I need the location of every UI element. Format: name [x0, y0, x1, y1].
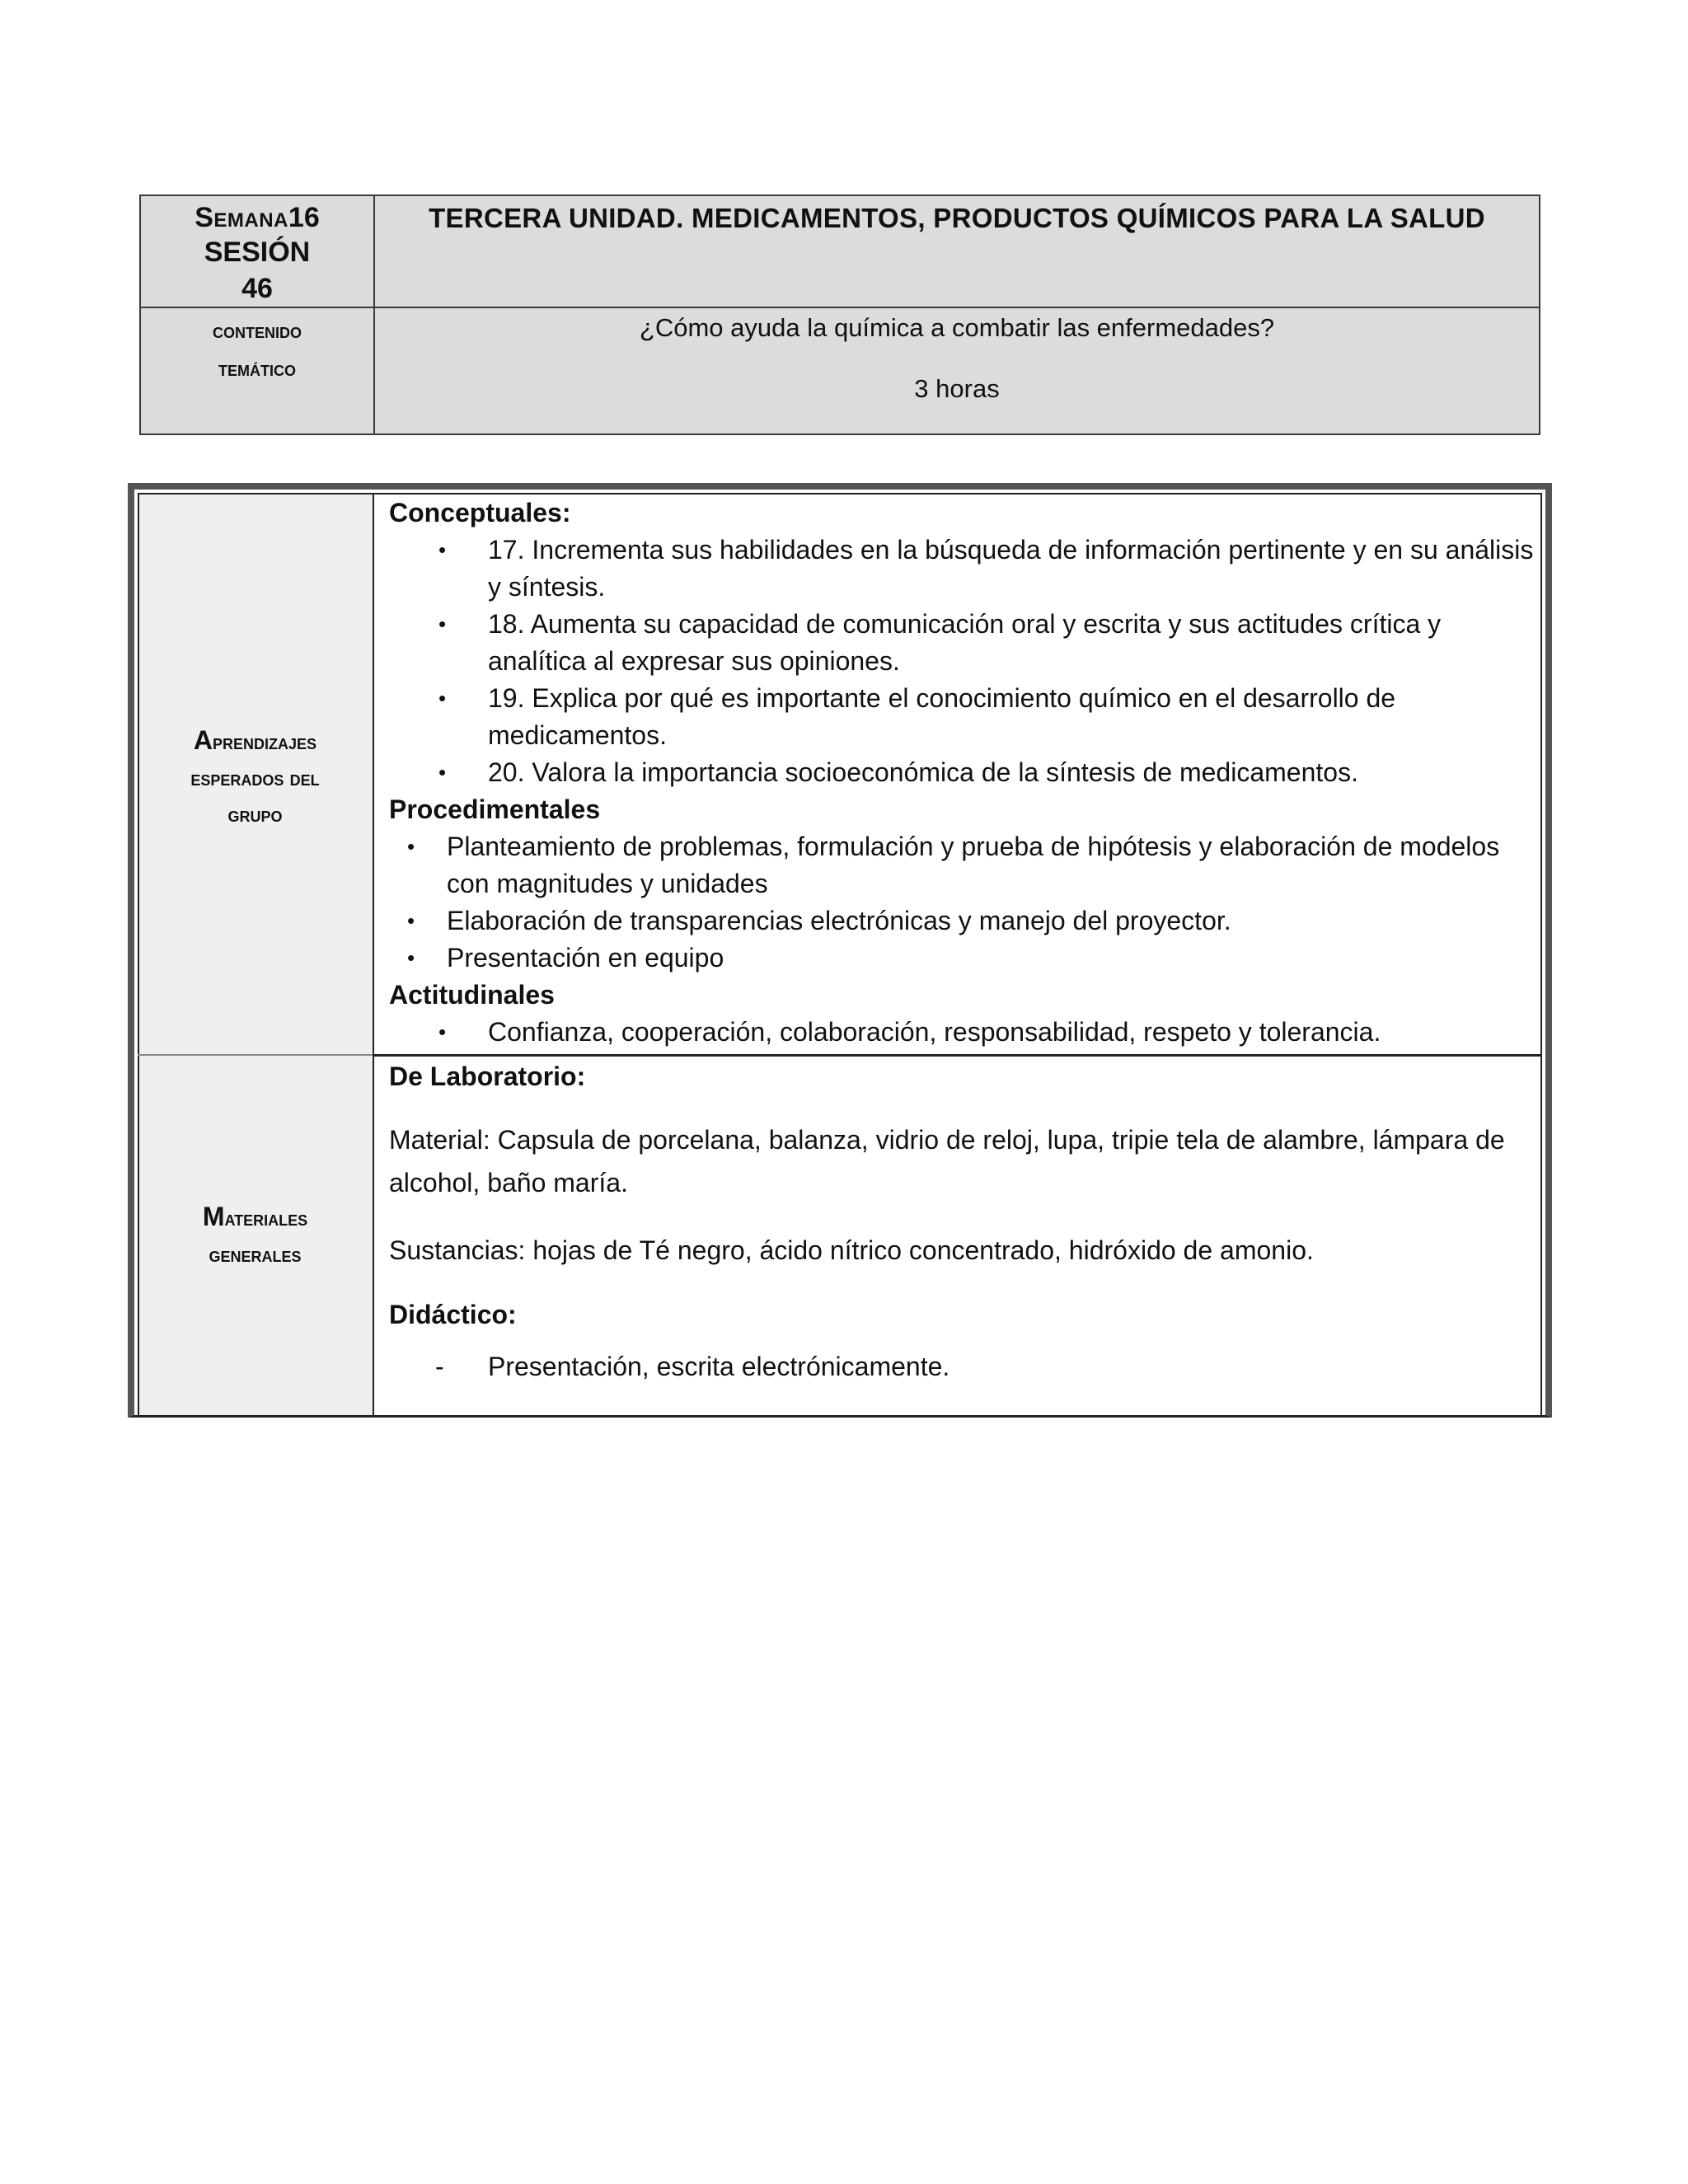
- bullet-icon: •: [407, 945, 415, 970]
- conceptuales-heading: Conceptuales:: [389, 498, 571, 527]
- list-item: [389, 532, 1534, 606]
- duration-hours: 3 horas: [914, 374, 1000, 403]
- actitudinales-heading: Actitudinales: [389, 980, 555, 1010]
- bullet-icon: •: [407, 908, 415, 933]
- header-table: [139, 194, 1540, 435]
- content-label-line1: contenido: [213, 318, 302, 343]
- content-label-line2: temático: [218, 356, 296, 381]
- materiales-content: [389, 1058, 1534, 1385]
- week-label: [141, 201, 373, 234]
- conceptuales-list: [389, 532, 1534, 791]
- bullet-icon: •: [438, 537, 447, 562]
- main-column-divider: [373, 493, 374, 1415]
- session-label: SESIÓN: [204, 237, 311, 268]
- procedimentales-heading: Procedimentales: [389, 794, 601, 824]
- aprendizajes-label-cap: A: [193, 725, 213, 755]
- aprendizajes-label-rest: prendizajes: [213, 729, 317, 754]
- week-number: 16: [288, 202, 320, 233]
- materiales-label-line1: [138, 1198, 373, 1236]
- list-item: [389, 754, 1534, 791]
- dash-icon: -: [435, 1352, 444, 1381]
- bullet-icon: •: [407, 834, 415, 859]
- list-item: [389, 902, 1534, 940]
- main-row-divider: [373, 1054, 1542, 1057]
- list-item: [389, 1014, 1534, 1051]
- list-item-text: Confianza, cooperación, colaboración, responsabilidad, respeto y tolerancia.: [488, 1017, 1381, 1047]
- list-item: [389, 940, 1534, 977]
- guiding-question: ¿Cómo ayuda la química a combatir las enfermedades?: [639, 313, 1275, 342]
- list-item-text: 19. Explica por qué es importante el conocimiento químico en el desarrollo de medicamentos.: [488, 683, 1396, 750]
- bullet-icon: •: [438, 1019, 447, 1044]
- bullet-icon: •: [438, 760, 447, 785]
- materiales-label-line2: generales: [209, 1242, 302, 1267]
- aprendizajes-content: [389, 494, 1534, 1051]
- list-item: [389, 828, 1534, 902]
- materiales-label-cap: M: [202, 1202, 225, 1231]
- materiales-label: [138, 1198, 373, 1272]
- list-item-text: 18. Aumenta su capacidad de comunicación oral y escrita y sus actitudes crítica y analítica al expresar sus opiniones.: [488, 609, 1442, 676]
- week-session-cell: [141, 196, 373, 307]
- didactico-heading: Didáctico:: [389, 1300, 517, 1329]
- materiales-label-rest: ateriales: [224, 1206, 308, 1230]
- unit-title: TERCERA UNIDAD. MEDICAMENTOS, PRODUCTOS QUÍMICOS PARA LA SALUD: [429, 203, 1485, 233]
- session-number: 46: [241, 273, 273, 304]
- sustancias-text: Sustancias: hojas de Té negro, ácido nítrico concentrado, hidróxido de amonio.: [389, 1235, 1314, 1265]
- aprendizajes-label-line1: [138, 722, 373, 760]
- content-label-cell: [141, 308, 373, 387]
- list-item-text: 17. Incrementa sus habilidades en la búsqueda de información pertinente y en su análisis y síntesis.: [488, 535, 1534, 602]
- list-item-text: Presentación en equipo: [447, 943, 724, 972]
- aprendizajes-label-line2: esperados del: [190, 766, 320, 790]
- week-word: Semana: [195, 202, 288, 233]
- didactico-item-text: Presentación, escrita electrónicamente.: [488, 1352, 950, 1381]
- list-item-text: Planteamiento de problemas, formulación y prueba de hipótesis y elaboración de modelos con magnitudes y unidades: [447, 832, 1500, 898]
- list-item-text: 20. Valora la importancia socioeconómica de la síntesis de medicamentos.: [488, 757, 1358, 787]
- label-row-divider: [138, 1054, 373, 1056]
- laboratorio-heading: De Laboratorio:: [389, 1062, 586, 1091]
- list-item: [389, 606, 1534, 680]
- list-item-text: Elaboración de transparencias electrónicas y manejo del proyector.: [447, 906, 1231, 935]
- main-table: [128, 483, 1552, 1418]
- material-text: Material: Capsula de porcelana, balanza, vidrio de reloj, lupa, tripie tela de alambre, lámpara de alcohol, baño maría.: [389, 1125, 1505, 1197]
- didactico-item: [389, 1348, 1534, 1385]
- procedimentales-list: [389, 828, 1534, 977]
- aprendizajes-label-line3: grupo: [227, 802, 283, 827]
- bullet-icon: •: [438, 612, 447, 636]
- aprendizajes-label: [138, 722, 373, 832]
- actitudinales-list: [389, 1014, 1534, 1051]
- bullet-icon: •: [438, 686, 447, 710]
- list-item: [389, 680, 1534, 754]
